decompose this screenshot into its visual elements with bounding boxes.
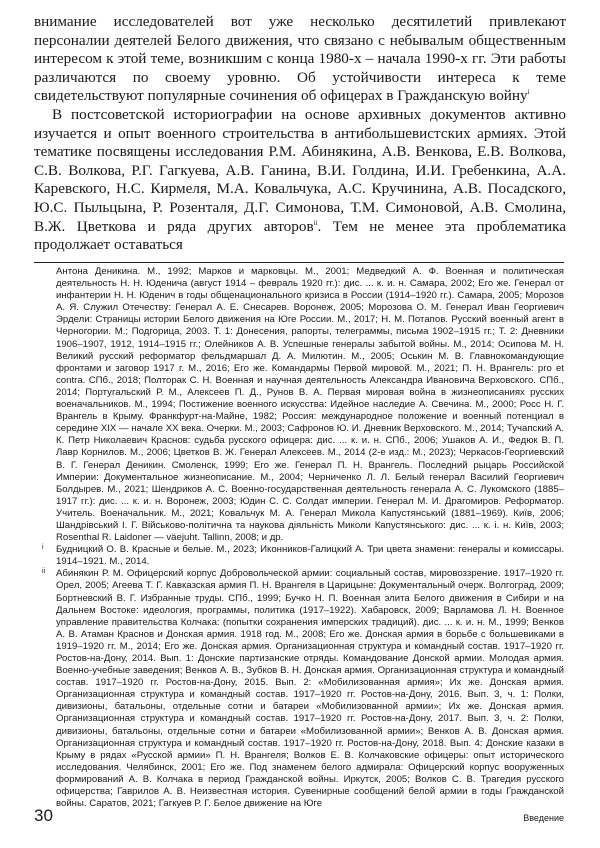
footnote-2-text: Абинякин Р. М. Офицерский корпус Добровольческой армии: социальный состав, мировоззрение. 1917–1920 гг. Орел, 2005; Агеева Т. Г. Кавказская армия П. Н. Врангеля в Царицыне: Документальный очерк. Волгоград, 2009; Бортневский В. Г. Избранные труды. СПб., 1999; Бучко Н. П. Военная элита Белого движения в Сибири и на Дальнем Востоке: идеология, программы, политика (1917–1922). Хабаровск, 2009; Варламова Л. Н. Военное управление правительства Колчака: (попытки сохранения имперских традиций). дис. ... к. и. н. М., 1999; Венков А. В. Атаман Краснов и Донская армия. 1918 год. М., 2008; Его же. Донская армия в борьбе с большевиками в 1919–1920 гг. М., 2014; Его же. Донская армия. Организационная структура и командный состав. 1917–1920 гг. Ростов-на-Дону, 2014. Вып. 1: Донские партизанские отряды. Командование Донской армии. Молодая армия. Военно-учебные заведения; Венков А. В., Зубков В. Н. Донская армия. Организационная структура и командный состав. 1917–1920 гг. Ростов-на-Дону, 2015. Вып. 2: «Мобилизованная армия»; Их же. Донская армия. Организационная структура и командный состав. 1917–1920 гг. Ростов-на-Дону, 2016. Вып. 3, ч. 1: Полки, дивизионы, батальоны, отдельные сотни и батареи «Мобилизованной армии»; Их же. Донская армия. Организационная структура и командный состав. 1917–1920 гг. Ростов-на-Дону, 2017. Вып. 3, ч. 2: Полки, дивизионы, батальоны, отдельные сотни и батареи «Мобилизованной армии»; Венков А. В. Донская армия. Организационная структура и командный состав. 1917–1920 гг. Ростов-на-Дону, 2018. Вып. 4: Донские казаки в Крыму в рядах «Русской армии» П. Н. Врангеля; Волков Е. В. Колчаковские офицеры: опыт исторического исследования. Челябинск, 2001; Его же. Под знаменем белого адмирала: Офицерский корпус вооруженных формирований А. В. Колчака в период Гражданской войны. Иркутск, 2005; Волков С. В. Трагедия русского офицерства; Гаврилов А. В. Неизвестная история. Сувенирные сообщений белой армии в годы Гражданской войны. Саратов, 2021; Гагкуев Р. Г. Белое движение на Юге [56,568,564,810]
footnote-1 [42,544,564,568]
footnote-continued [56,266,564,544]
running-footer-section: Введение [523,813,564,823]
paragraph-2-text: В постсоветской историографии на основе архивных документов активно изучается и опыт военного строительства в антибольшевистских армиях. Этой тематике посвящены исследования Р.М. Абинякина, А.В. Венкова, Е.В. Волкова, С.В. Волкова, Р.Г. Гагкуева, А.В. Ганина, В.И. Голдина, И.И. Гребенкина, А.А. Каревского, Н.С. Кирмеля, М.А. Ковальчука, А.С. Кручинина, А.В. Посадского, Ю.С. Пыльцына, Р. Розенталя, Д.Г. Симонова, Т.М. Симоновой, А.В. Смолина, В.Ж. Цветкова и ряда других авторов [34,105,566,235]
paragraph-2-tail: . Тем не менее эта проблематика продолжает оставаться [34,217,566,254]
main-text [34,13,566,255]
footnote-1-mark: i [42,544,44,552]
paragraph-1-text: внимание исследователей вот уже несколько десятилетий привлекают персоналии деятелей Белого движения, что связано с небывалым общественным интересом к этой теме, возникшим с конца 1980-х – начала 1990-х гг. Эти работы различаются по своему уровню. Об устойчивости интереса к теме свидетельствуют популярные сочинения об офицерах в Гражданскую войну [34,13,566,105]
footnotes [42,266,564,810]
footnote-divider [34,262,564,263]
paragraph-1 [34,13,566,106]
paragraph-2 [34,106,566,255]
footnote-2-mark: ii [42,568,46,576]
footnote-ref-2[interactable]: ii [313,218,318,227]
page-number: 30 [34,806,53,825]
footnote-2 [42,568,564,810]
footnote-ref-1[interactable]: i [527,88,530,97]
footnote-continued-text: Антона Деникина. М., 1992; Марков и марковцы. М., 2001; Медведкий А. Ф. Военная и политическая деятельность Н. Н. Юденича (август 1914 – февраль 1920 гг.): дис. ... к. и. н. Самара, 2002; Его же. Генерал от инфантерии Н. Н. Юденич в годы общенационального кризиса в России (1914–1920 гг.). Самара, 2005; Морозов А. Я. Служил Отечеству: Генерал А. Е. Снесарев. Воронеж, 2005; Морозова О. М. Генерал Иван Георгиевич Эрдели: Страницы истории Белого движения на Юге России. М., 2017; Н. М. Потапов. Русский военный агент в Черногории. М.; Подгорица, 2003. Т. 1: Донесения, рапорты, телеграммы, письма 1902–1915 гг.; Т. 2: Дневники 1906–1907, 1912, 1914–1915 гг.; Олейников А. В. Успешные генералы забытой войны. М., 2014; Осипова М. Н. Великий русский реформатор фельдмаршал Д. А. Милютин. М., 2005; Оськин М. В. Главнокомандующие фронтами и заговор 1917 г. М., 2016; Его же. Командармы Первой мировой. М., 2021; П. Н. Врангель: pro et contra. СПб., 2018; Полторак С. Н. Военная и научная деятельность Александра Ивановича Верховского. СПб., 2014; Португальский Р. М., Алексеев П. Д., Рунов В. А. Первая мировая война в жизнеописаниях русских военачальников. М., 1994; Постижение военного искусства: Идейное наследие А. Свечина. М., 2000; Росс Н. Г. Врангель в Крыму. Франкфурт-на-Майне, 1982; Россия: международное положение и военный потенциал в середине XIX — начале XX века. Очерки. М., 2003; Сафронов Ю. И. Дневник Верховского. М., 2014; Тучапский А. К. Петр Николаевич Краснов: судьба русского офицера: дис. ... к. и. н. СПб., 2006; Ушаков А. И., Федюк В. П. Лавр Корнилов. М., 2006; Цветков В. Ж. Генерал Алексеев. М., 2014 (2-е изд.: М., 2023); Черкасов-Георгиевский В. Г. Генерал Деникин. Смоленск, 1999; Его же. Генерал П. Н. Врангель. Последний рыцарь Российской Империи: Документальное жизнеописание. М., 2004; Черниченко Л. Л. Белый генерал Василий Георгиевич Болдырев. М., 2021; Шендриков А. С. Военно-государственная деятельность генерала А. С. Лукомского (1885–1917 гг.): дис. ... к. и. н. Воронеж, 2003; Юдин С. С. Солдат империи. Генерал М. И. Драгомиров. Реформатор. Учитель. Военачальник. М., 2021; Ковальчук М. А. Генерал Микола Капустянський (1881–1969). Київ, 2006; Шандрівський І. Г. Військово-політична та наукова діяльність Миколи Капустянського: дис. ... к. і. н. Київ, 2003; Rosenthal R. Laidoner — väejuht. Tallinn, 2008; и др. [56,266,564,544]
footnote-1-text: Будницкий О. В. Красные и белые. М., 2023; Иконников-Галицкий А. Три цвета знамени: генералы и комиссары. 1914–1921. М., 2014. [56,544,564,568]
